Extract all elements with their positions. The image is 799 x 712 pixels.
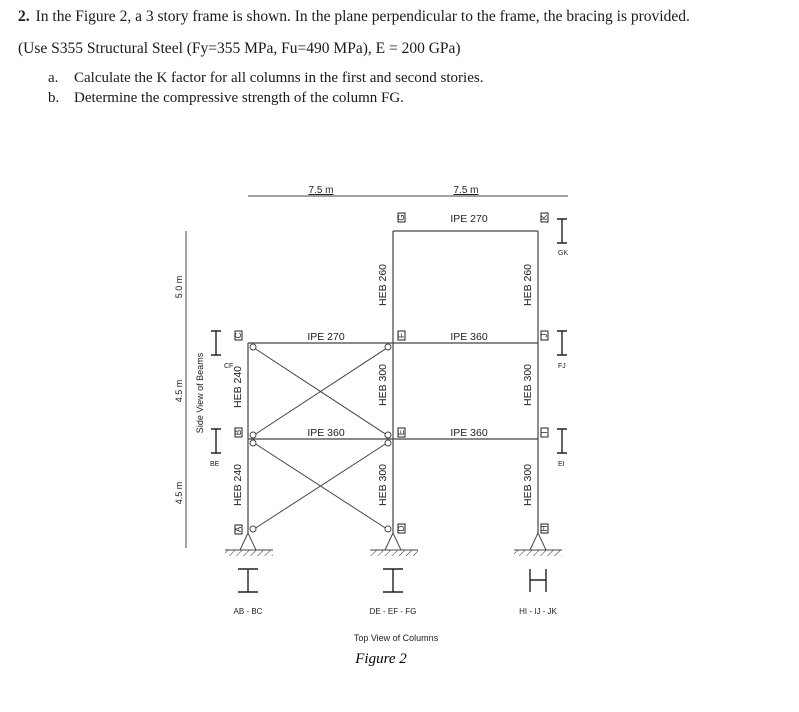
node-a — [234, 525, 243, 534]
column-plan-ab-bc-icon — [238, 569, 258, 592]
part-b-text: Determine the compressive strength of the column FG. — [74, 90, 404, 106]
svg-text:D: D — [397, 525, 406, 532]
svg-text:A: A — [234, 526, 243, 533]
part-a-text: Calculate the K factor for all columns in the first and second stories. — [74, 70, 484, 86]
pin-b-bottom — [250, 440, 256, 446]
column-label-left-upper: HEB 240 — [232, 365, 244, 409]
beam-label-left-lower: IPE 360 — [307, 427, 345, 439]
ground-hatch-h — [514, 550, 562, 556]
column-label-right-upper: HEB 300 — [522, 363, 534, 407]
column-group-right: HI - IJ - JK — [519, 607, 557, 616]
support-h — [530, 533, 546, 550]
material-spec: (Use S355 Structural Steel (Fy=355 MPa, Fu=490 MPa), E = 200 GPa) — [18, 40, 461, 57]
figure-caption: Figure 2 — [355, 651, 407, 667]
svg-text:E: E — [397, 429, 406, 436]
question-text: In the Figure 2, a 3 story frame is shown. In the plane perpendicular to the frame, the bracing is provided. — [35, 8, 690, 25]
top-view-label: Top View of Columns — [353, 633, 439, 643]
svg-text:J: J — [540, 333, 549, 338]
story-height-3: 5.0 m — [174, 275, 184, 299]
support-d — [385, 533, 401, 550]
part-b-label: b. — [48, 90, 60, 106]
pin-e-top — [385, 432, 391, 438]
node-k — [540, 213, 549, 222]
column-group-mid: DE - EF - FG — [369, 607, 417, 616]
column-label-mid-top: HEB 260 — [377, 263, 389, 307]
node-b — [234, 428, 243, 437]
span-left-label: 7.5 m — [308, 185, 334, 196]
side-view-label: Side View of Beams — [195, 352, 205, 434]
pin-b-top — [250, 432, 256, 438]
i-section-cf-icon — [211, 331, 221, 355]
svg-text:H: H — [540, 525, 549, 532]
i-section-be-icon — [211, 429, 221, 453]
i-section-fj-icon — [557, 331, 567, 355]
i-section-gk-icon — [557, 219, 567, 243]
node-c — [234, 331, 243, 340]
column-plan-hi-ij-jk-icon — [530, 569, 546, 592]
beam-label-right-mid: IPE 360 — [450, 331, 488, 343]
svg-text:F: F — [397, 333, 406, 338]
column-group-left: AB - BC — [233, 607, 263, 616]
pin-d — [385, 526, 391, 532]
story-height-2: 4.5 m — [174, 379, 184, 403]
node-g — [397, 213, 406, 222]
support-a — [240, 533, 256, 550]
beam-label-right-low: IPE 360 — [450, 427, 488, 439]
pin-f-left — [385, 344, 391, 350]
column-plan-de-ef-fg-icon — [383, 569, 403, 592]
ground-hatch-d — [370, 550, 418, 556]
story-height-1: 4.5 m — [174, 481, 184, 505]
svg-text:I: I — [540, 431, 549, 434]
pin-a — [250, 526, 256, 532]
pin-c — [250, 344, 256, 350]
pin-e-bottom — [385, 440, 391, 446]
i-section-ei-icon — [557, 429, 567, 453]
svg-text:K: K — [540, 214, 549, 221]
side-beam-label-fj: FJ — [558, 363, 566, 370]
svg-text:C: C — [234, 332, 243, 339]
side-beam-label-gk: GK — [558, 250, 569, 257]
column-label-right-top: HEB 260 — [522, 263, 534, 307]
column-label-mid-lower: HEB 300 — [377, 463, 389, 507]
beam-label-left-upper: IPE 270 — [307, 331, 345, 343]
node-d — [397, 524, 406, 533]
side-beam-label-be: BE — [210, 461, 220, 468]
side-beam-label-ei: EI — [558, 461, 565, 468]
svg-text:G: G — [397, 214, 406, 221]
column-label-mid-upper: HEB 300 — [377, 363, 389, 407]
span-right-label: 7.5 m — [453, 185, 479, 196]
part-a-label: a. — [48, 70, 59, 86]
column-label-left-lower: HEB 240 — [232, 463, 244, 507]
column-label-right-lower: HEB 300 — [522, 463, 534, 507]
svg-text:B: B — [234, 429, 243, 436]
beam-label-right-top: IPE 270 — [450, 213, 488, 225]
ground-hatch-a — [225, 550, 273, 556]
node-j — [540, 331, 549, 340]
question-number: 2. — [18, 8, 30, 25]
node-e — [397, 428, 406, 437]
side-beam-label-cf: CF — [224, 363, 234, 370]
node-i — [540, 428, 549, 437]
node-h — [540, 524, 549, 533]
node-f — [397, 331, 406, 340]
